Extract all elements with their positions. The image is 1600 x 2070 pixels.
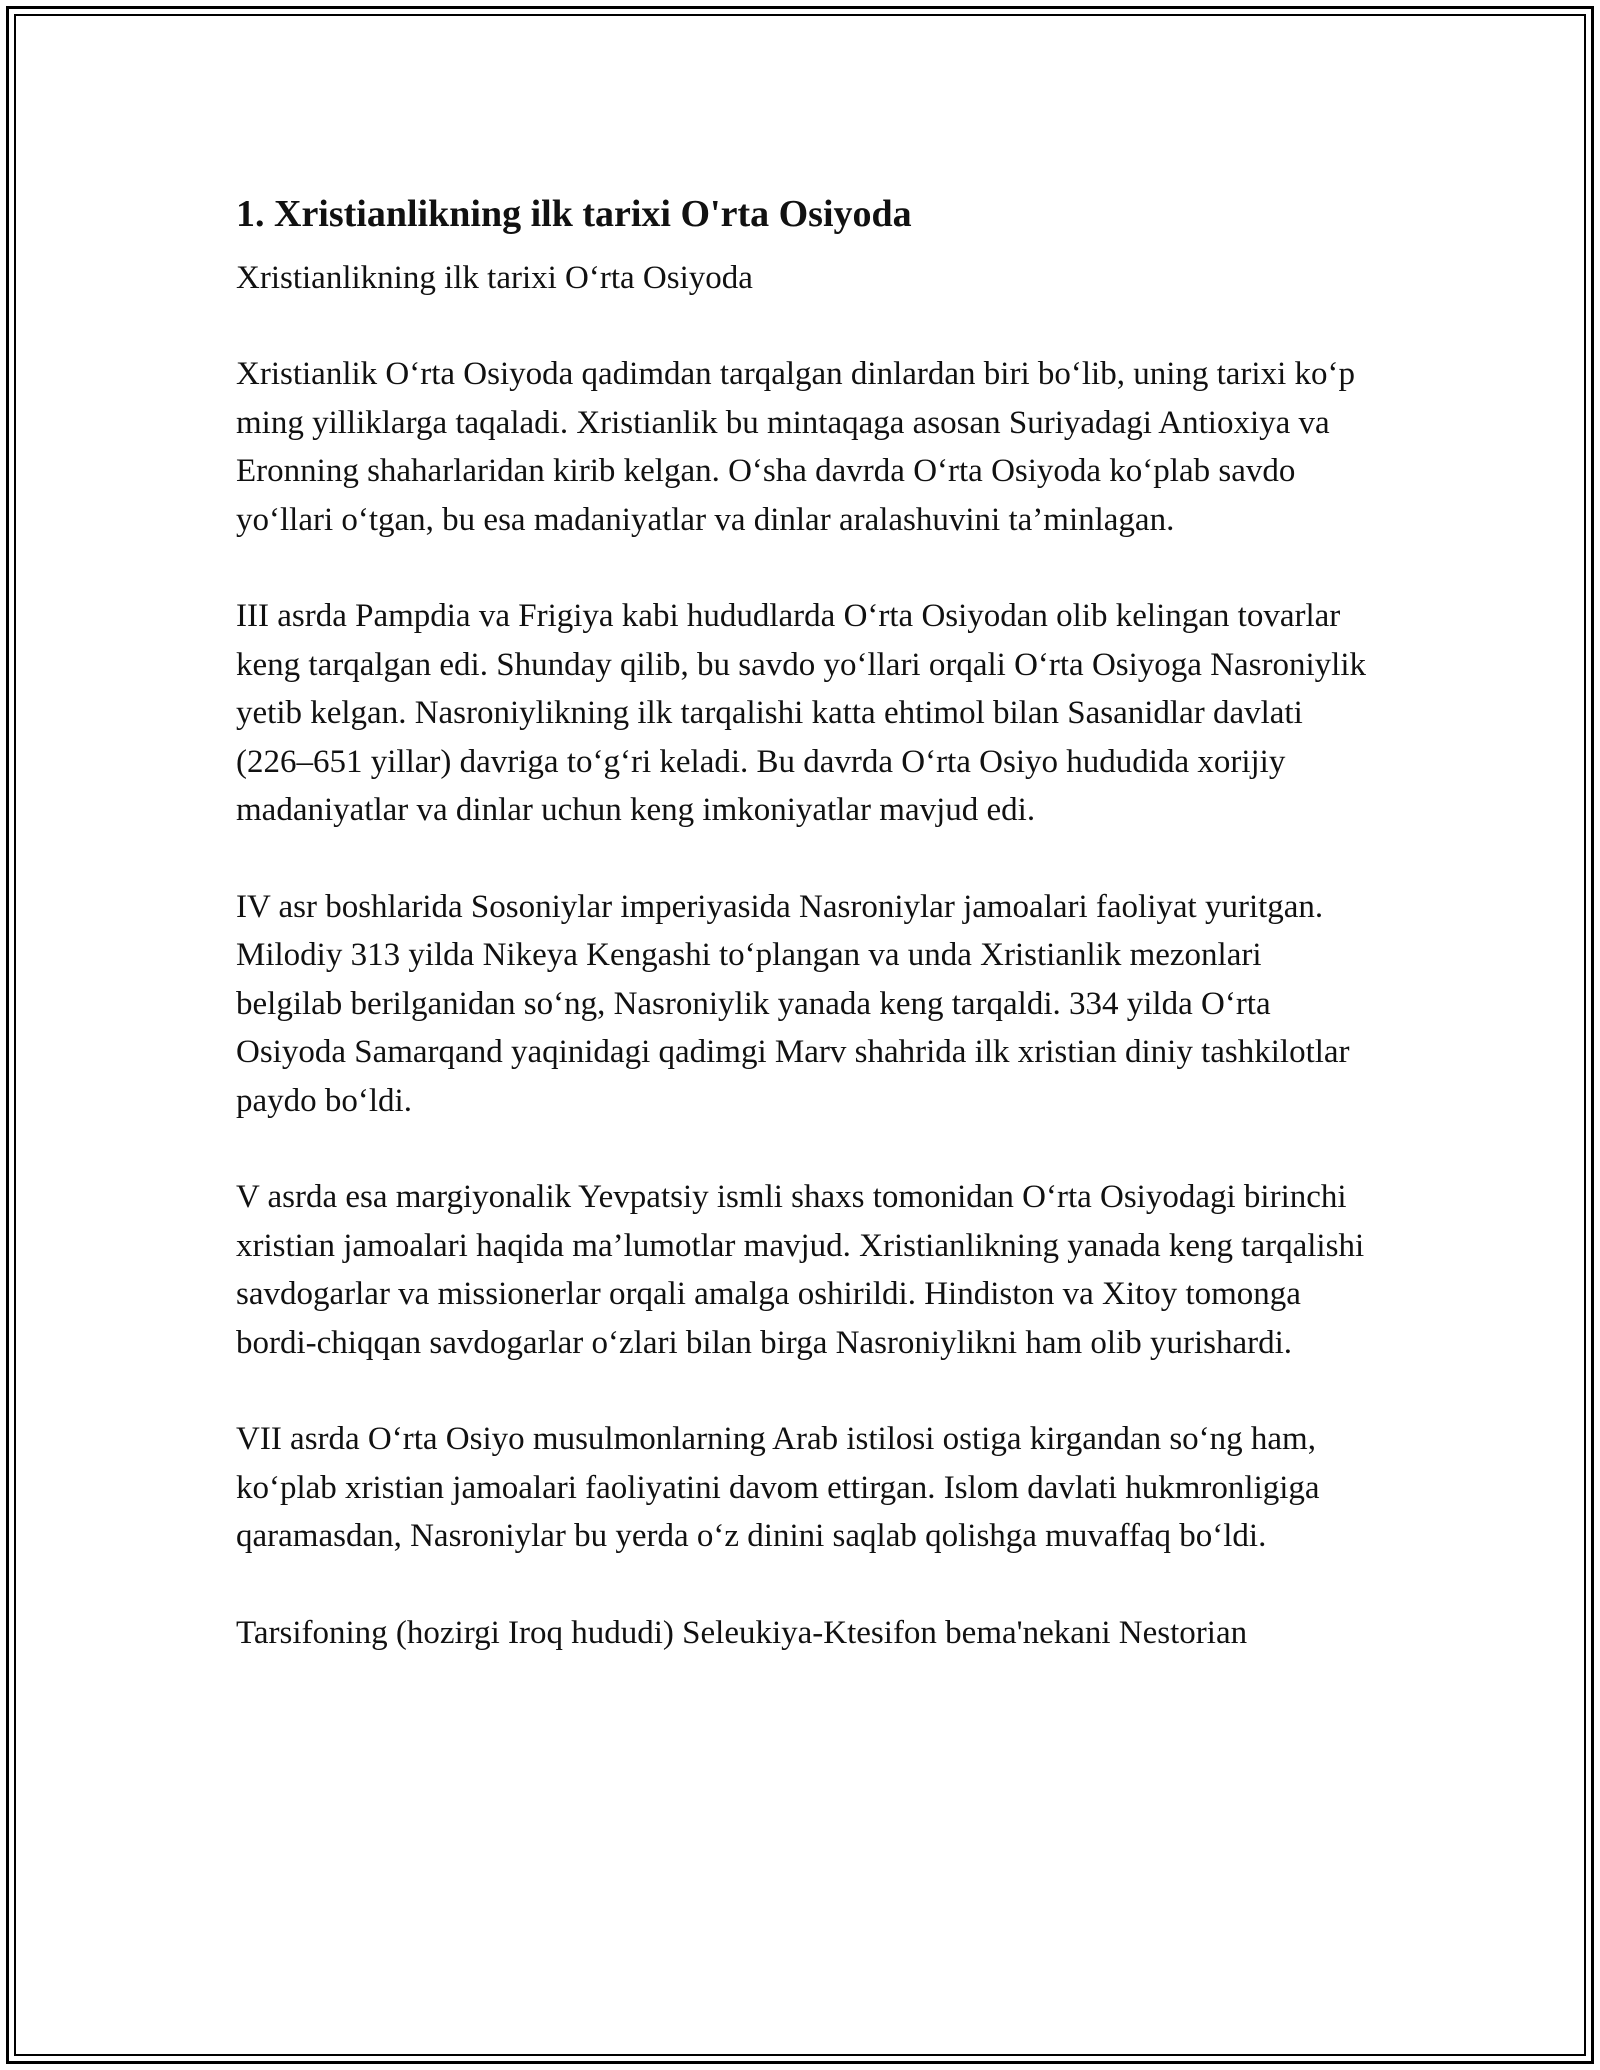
paragraph-2: III asrda Pampdia va Frigiya kabi hududlarda O‘rta Osiyodan olib kelingan tovarlar keng tarqalgan edi. Shunday qilib, bu savdo yo‘llari orqali O‘rta Osiyoga Nasroniylik yetib kelgan. Nasroniylikning ilk tarqalishi katta ehtimol bilan Sasanidlar davlati (226–651 yillar) davriga to‘g‘ri keladi. Bu davrda O‘rta Osiyo hududida xorijiy madaniyatlar va dinlar uchun keng imkoniyatlar mavjud edi.: [236, 598, 1367, 828]
paragraph-1: Xristianlik O‘rta Osiyoda qadimdan tarqalgan dinlardan biri bo‘lib, uning tarixi ko‘p ming yilliklarga taqaladi. Xristianlik bu mintaqaga asosan Suriyadagi Antioxiya va Eronning shaharlaridan kirib kelgan. O‘sha davrda O‘rta Osiyoda ko‘plab savdo yo‘llari o‘tgan, bu esa madaniyatlar va dinlar aralashuvini ta’minlagan.: [236, 356, 1355, 538]
document-subtitle: Xristianlikning ilk tarixi O‘rta Osiyoda: [236, 260, 753, 296]
document-body: [236, 186, 1376, 1657]
paragraph-5: VII asrda O‘rta Osiyo musulmonlarning Arab istilosi ostiga kirgandan so‘ng ham, ko‘plab xristian jamoalari faoliyatini davom ettirgan. Islom davlati hukmronligiga qaramasdan, Nasroniylar bu yerda o‘z dinini saqlab qolishga muvaffaq bo‘ldi.: [236, 1421, 1320, 1554]
paragraph-4: V asrda esa margiyonalik Yevpatsiy ismli shaxs tomonidan O‘rta Osiyodagi birinchi xristian jamoalari haqida ma’lumotlar mavjud. Xristianlikning yanada keng tarqalishi savdogarlar va missionerlar orqali amalga oshirildi. Hindiston va Xitoy tomonga bordi-chiqqan savdogarlar o‘zlari bilan birga Nasroniylikni ham olib yurishardi.: [236, 1179, 1365, 1361]
paragraph-3: IV asr boshlarida Sosoniylar imperiyasida Nasroniylar jamoalari faoliyat yuritgan. Milodiy 313 yilda Nikeya Kengashi to‘plangan va unda Xristianlik mezonlari belgilab berilganidan so‘ng, Nasroniylik yanada keng tarqaldi. 334 yilda O‘rta Osiyoda Samarqand yaqinidagi qadimgi Marv shahrida ilk xristian diniy tashkilotlar paydo bo‘ldi.: [236, 888, 1350, 1119]
document-title: 1. Xristianlikning ilk tarixi O'rta Osiyoda: [236, 193, 912, 235]
paragraph-6: Tarsifoning (hozirgi Iroq hududi) Seleukiya-Ktesifon bema'nekani Nestorian: [236, 1614, 1248, 1651]
